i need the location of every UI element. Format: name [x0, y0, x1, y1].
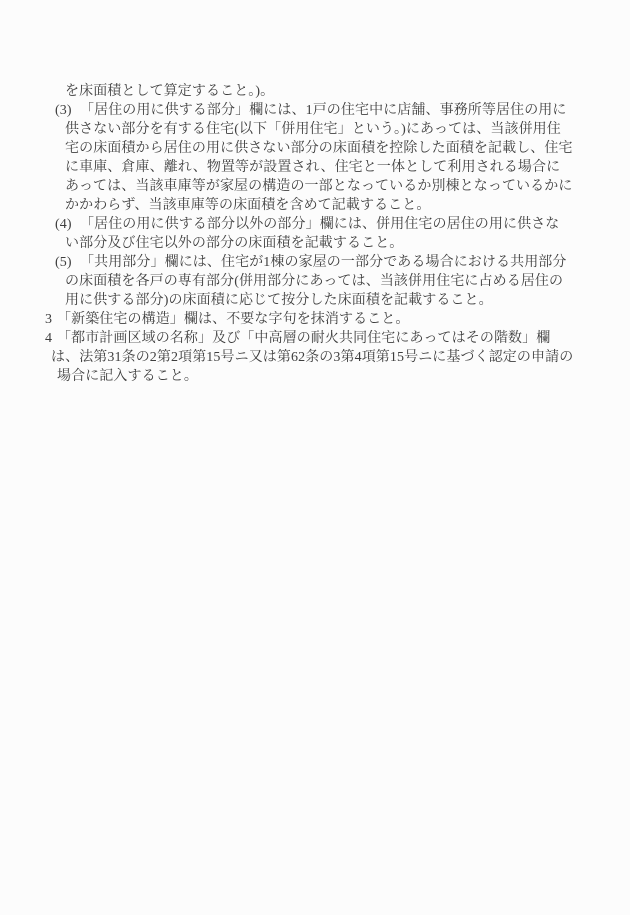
document-line — [0, 329, 630, 348]
line-text: 用に供する部分)の床面積に応じて按分した床面積を記載すること。 — [65, 293, 493, 308]
line-text: に車庫、倉庫、離れ、物置等が設置され、住宅と一体として利用される場合に — [65, 160, 561, 175]
line-text: い部分及び住宅以外の部分の床面積を記載すること。 — [65, 236, 404, 251]
document-line — [0, 234, 630, 253]
document-line — [0, 196, 630, 215]
line-text: 供さない部分を有する住宅(以下「併用住宅」という。)にあっては、当該併用住 — [65, 122, 561, 137]
document-line — [0, 158, 630, 177]
document-line — [0, 82, 630, 101]
item-marker: 3 — [45, 312, 53, 327]
line-text: の床面積を各戸の専有部分(併用部分にあっては、当該併用住宅に占める居住の — [65, 274, 564, 289]
document-line — [0, 310, 630, 329]
item-marker: (5) — [55, 255, 72, 270]
document-line — [0, 177, 630, 196]
line-text: 宅の床面積から居住の用に供さない部分の床面積を控除した面積を記載し、住宅 — [65, 141, 573, 156]
line-text: を床面積として算定すること。)。 — [65, 84, 275, 99]
line-text: 「都市計画区域の名称」及び「中高層の耐火共同住宅にあってはその階数」欄 — [57, 331, 551, 346]
document-line — [0, 139, 630, 158]
document-line — [0, 291, 630, 310]
document-line — [0, 101, 630, 120]
document-line — [0, 120, 630, 139]
line-text: 「共用部分」欄には、住宅が1棟の家屋の一部分である場合における共用部分 — [80, 255, 567, 270]
line-text: 「居住の用に供する部分以外の部分」欄には、併用住宅の居住の用に供さな — [80, 217, 560, 232]
item-marker: (4) — [55, 217, 72, 232]
document-line — [0, 215, 630, 234]
document-text-block — [0, 82, 630, 386]
line-text: 場合に記入すること。 — [57, 369, 198, 384]
line-text: 「新築住宅の構造」欄は、不要な字句を抹消すること。 — [57, 312, 410, 327]
document-line — [0, 253, 630, 272]
line-text: かかわらず、当該車庫等の床面積を含めて記載すること。 — [65, 198, 431, 213]
item-marker: 4 — [45, 331, 53, 346]
document-line — [0, 367, 630, 386]
item-marker: (3) — [55, 103, 72, 118]
line-text: は、法第31条の2第2項第15号ニ又は第62条の3第4項第15号ニに基づく認定の申請の — [51, 350, 574, 365]
line-text: 「居住の用に供する部分」欄には、1戸の住宅中に店舗、事務所等居住の用に — [80, 103, 567, 118]
document-line — [0, 348, 630, 367]
line-text: あっては、当該車庫等が家屋の構造の一部となっているか別棟となっているかに — [65, 179, 573, 194]
document-line — [0, 272, 630, 291]
